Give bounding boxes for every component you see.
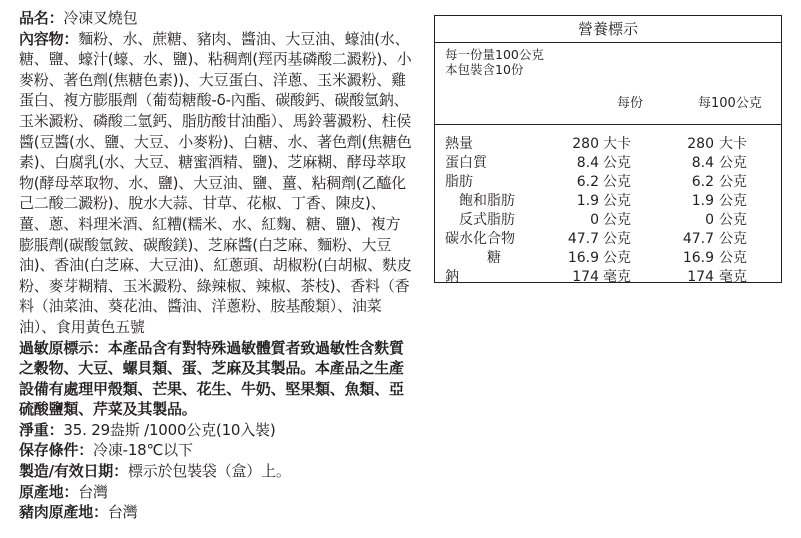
nutrient-name: 蛋白質 (445, 155, 487, 171)
per-serving-unit: 大卡 (603, 136, 631, 152)
per-100g-unit: 公克 (719, 231, 747, 247)
allergen-label: 過敏原標示： (19, 338, 108, 357)
per-100g-value: 8.4 (691, 155, 714, 171)
column-headers (435, 92, 781, 110)
per-serving-unit: 公克 (603, 212, 631, 228)
per-100g-value: 174 (687, 269, 714, 285)
net-weight-value: 35. 29盎斯 /1000公克(10入裝) (63, 420, 276, 439)
row-spacer (435, 124, 781, 135)
per-serving-value: 280 (572, 136, 599, 152)
allergen-value: 本產品含有對特殊過敏體質者致過敏性含麩質之穀物、大豆、螺貝類、蛋、芝麻及其製品。本產品之生產設備有處理甲殼類、芒果、花生、牛奶、堅果類、魚類、亞硫酸鹽類、芹菜及其製品。 (19, 338, 404, 419)
per-serving-unit: 公克 (603, 231, 631, 247)
allergen-line (19, 338, 415, 420)
per-100g-unit: 公克 (719, 193, 747, 209)
storage-label: 保存條件： (19, 441, 94, 460)
nutrient-name: 飽和脂肪 (459, 193, 515, 209)
date-value: 標示於包裝袋（盒）上。 (127, 462, 291, 481)
per-100g-unit: 大卡 (719, 136, 747, 152)
serving-info (435, 43, 781, 77)
origin-label: 原產地： (19, 482, 79, 501)
origin-value: 台灣 (78, 482, 108, 501)
nutrient-row (435, 173, 781, 192)
per-100g-value: 280 (687, 136, 714, 152)
per-100g-value: 16.9 (682, 250, 714, 266)
per-100g-value: 6.2 (691, 174, 714, 190)
contents-value: 麵粉、水、蔗糖、豬肉、醬油、大豆油、蠔油(水、糖、鹽、蠔汁(蠔、水、鹽)、粘稠劑(羥丙基磷酸二澱粉)、小麥粉、著色劑(焦糖色素))、大豆蛋白、洋蔥、玉米澱粉、雞蛋白、複方膨脹劑（葡萄糖酸-δ-內酯、碳酸鈣、碳酸氫鈉、玉米澱粉、磷酸二氫鈣、脂肪酸甘油酯）、馬鈴薯澱粉、柱侯醬(豆醬(水、鹽、大豆、小麥粉)、白糖、水、著色劑(焦糖色素)、白腐乳(水、大豆、糖蜜酒精、鹽)、芝麻糊、酵母萃取物(酵母萃取物、水、鹽)、大豆油、鹽、薑、粘稠劑(乙醯化己二酸二澱粉)、脫水大蒜、甘草、花椒、丁香、陳皮)、薑、蔥、料理米酒、紅糟(糯米、水、紅麴、糖、鹽)、複方膨脹劑(碳酸氫銨、碳酸鎂)、芝麻醬(白芝麻、麵粉、大豆油)、香油(白芝麻、大豆油)、紅蔥頭、胡椒粉(白胡椒、麩皮粉、麥芽糊精、玉米澱粉、綠辣椒、辣椒、茶枝)、香料（香料（油菜油、葵花油、醬油、洋蔥粉、胺基酸類）、油菜油）、食用黃色五號 (19, 29, 412, 336)
product-name-line (19, 8, 415, 29)
nutrient-row (435, 230, 781, 249)
per-serving-unit: 公克 (603, 174, 631, 190)
nutrient-row (435, 268, 781, 287)
nutrient-name: 碳水化合物 (445, 231, 515, 247)
per-100g-unit: 公克 (719, 155, 747, 171)
per-serving-value: 47.7 (567, 231, 599, 247)
pork-origin-label: 豬肉原產地： (19, 503, 108, 522)
product-name-value: 冷凍叉燒包 (63, 9, 138, 27)
storage-line (19, 440, 415, 461)
per-100g-value: 47.7 (682, 231, 714, 247)
per-serving-value: 8.4 (576, 155, 599, 171)
per-serving-unit: 公克 (603, 193, 631, 209)
per-serving-unit: 公克 (603, 155, 631, 171)
per-serving-value: 6.2 (576, 174, 599, 190)
per-100g-unit: 毫克 (719, 269, 747, 285)
per-100g-value: 0 (705, 212, 714, 228)
nutrient-row (435, 135, 781, 154)
nutrient-name: 脂肪 (445, 174, 473, 190)
pork-origin-value: 台灣 (107, 503, 138, 522)
nutrition-title: 營養標示 (435, 16, 781, 43)
nutrient-name: 熱量 (445, 136, 473, 152)
serving-size: 每一份量100公克 (445, 47, 544, 62)
per-100g-unit: 公克 (719, 250, 747, 266)
ingredient-label (19, 8, 415, 523)
date-label: 製造/有效日期： (19, 462, 128, 481)
per-serving-unit: 毫克 (603, 269, 631, 285)
per-serving-value: 1.9 (576, 193, 599, 209)
per-serving-value: 174 (572, 269, 599, 285)
servings-per-package: 本包裝含10份 (445, 62, 524, 77)
per-serving-unit: 公克 (603, 250, 631, 266)
nutrient-name: 糖 (487, 250, 501, 266)
per-100g-unit: 公克 (719, 212, 747, 228)
net-weight-label: 淨重： (19, 420, 64, 439)
nutrient-row (435, 249, 781, 268)
nutrient-rows (435, 124, 781, 287)
per-100g-unit: 公克 (719, 174, 747, 190)
per-100g-header: 每100公克 (698, 96, 762, 111)
origin-line (19, 482, 415, 503)
date-line (19, 461, 415, 482)
product-name-label: 品名： (19, 9, 64, 27)
nutrient-name: 鈉 (445, 269, 459, 285)
contents-label: 內容物： (19, 29, 79, 48)
nutrition-facts-table (434, 15, 782, 283)
per-serving-value: 0 (590, 212, 599, 228)
contents-line (19, 29, 415, 338)
storage-value: 冷凍-18℃以下 (93, 441, 193, 460)
per-serving-value: 16.9 (567, 250, 599, 266)
nutrient-row (435, 192, 781, 211)
nutrient-row (435, 211, 781, 230)
net-weight-line (19, 420, 415, 441)
nutrient-row (435, 154, 781, 173)
pork-origin-line (19, 502, 415, 523)
nutrient-name: 反式脂肪 (459, 212, 515, 228)
per-serving-header: 每份 (617, 96, 644, 111)
per-100g-value: 1.9 (691, 193, 714, 209)
